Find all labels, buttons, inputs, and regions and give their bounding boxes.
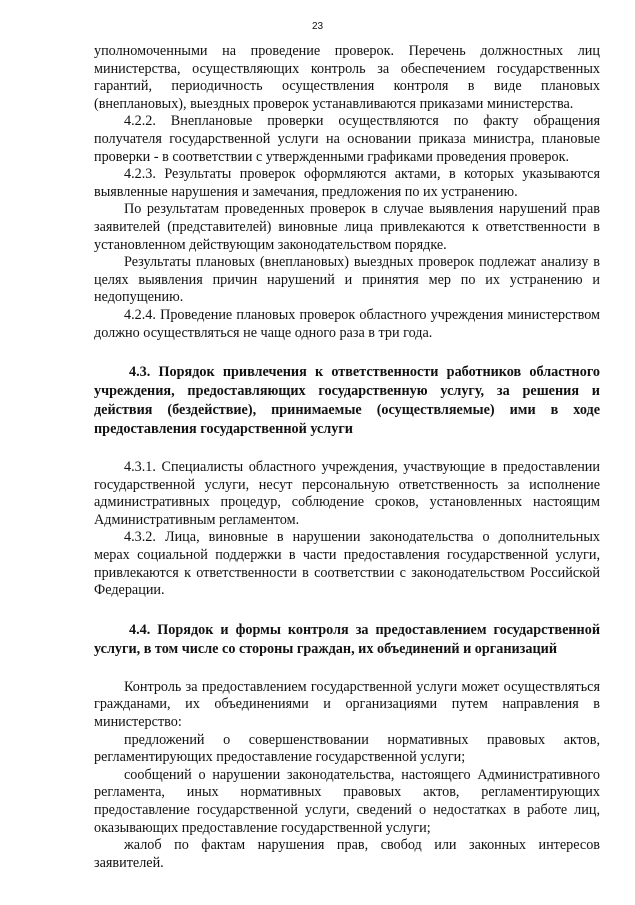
section-heading-4-4: 4.4. Порядок и формы контроля за предоставлением государственной услуги, в том числе со стороны граждан, их объединений и организаций — [94, 621, 600, 657]
list-item-complaints: жалоб по фактам нарушения прав, свобод или законных интересов заявителей. — [94, 837, 600, 871]
paragraph-4-2-3: 4.2.3. Результаты проверок оформляются актами, в которых указываются выявленные нарушения и замечания, предложения по их устранению. — [94, 166, 600, 200]
page-number: 23 — [311, 21, 324, 32]
spacer — [94, 600, 600, 621]
spacer — [94, 439, 600, 459]
paragraph-control-intro: Контроль за предоставлением государственной услуги может осуществляться гражданами, их объединениями и организациями путем направления в министерство: — [94, 678, 600, 731]
section-heading-4-3: 4.3. Порядок привлечения к ответственности работников областного учреждения, предоставляющих государственную услугу, за решения и действия (бездействие), принимаемые (осуществляемые) ими в ходе предоставления государственной услуги — [94, 364, 600, 438]
list-item-proposals: предложений о совершенствовании нормативных правовых актов, регламентирующих предоставление государственной услуги; — [94, 731, 600, 766]
paragraph-violations: По результатам проведенных проверок в случае выявления нарушений прав заявителей (представителей) виновные лица привлекаются к ответственности в установленном действующим законодательством порядке. — [94, 201, 600, 253]
paragraph-4-3-2: 4.3.2. Лица, виновные в нарушении законодательства о дополнительных мерах социальной поддержки в части предоставления государственной услуги, привлекаются к ответственности в соответствии с законодательством Российской Федерации. — [94, 529, 600, 599]
paragraph-4-2-2: 4.2.2. Внеплановые проверки осуществляются по факту обращения получателя государственной услуги на основании приказа министра, плановые проверки - в соответствии с утвержденными графиками проведения проверок. — [94, 113, 600, 165]
paragraph-4-3-1: 4.3.1. Специалисты областного учреждения, участвующие в предоставлении государственной услуги, несут персональную ответственность за исполнение административных процедур, соблюдение сроков, установленных настоящим Административным регламентом. — [94, 459, 600, 528]
page-content — [94, 43, 600, 872]
list-item-reports: сообщений о нарушении законодательства, настоящего Административного регламента, иных нормативных правовых актов, регламентирующих предоставление государственной услуги, сведений о недостатках в работе лиц, оказывающих предоставление государственной услуги; — [94, 766, 600, 836]
spacer — [94, 342, 600, 363]
spacer — [94, 659, 600, 679]
paragraph-staff-list: уполномоченными на проведение проверок. Перечень должностных лиц министерства, осуществляющих контроль за обеспечением государственных гарантий, периодичность осуществления контроля в виде плановых (внеплановых), выездных проверок устанавливаются приказами министерства. — [94, 43, 600, 112]
paragraph-4-2-4: 4.2.4. Проведение плановых проверок областного учреждения министерством должно осуществляться не чаще одного раза в три года. — [94, 306, 600, 341]
paragraph-analysis: Результаты плановых (внеплановых) выездных проверок подлежат анализу в целях выявления причин нарушений и принятия мер по их устранению и недопущению. — [94, 254, 600, 306]
